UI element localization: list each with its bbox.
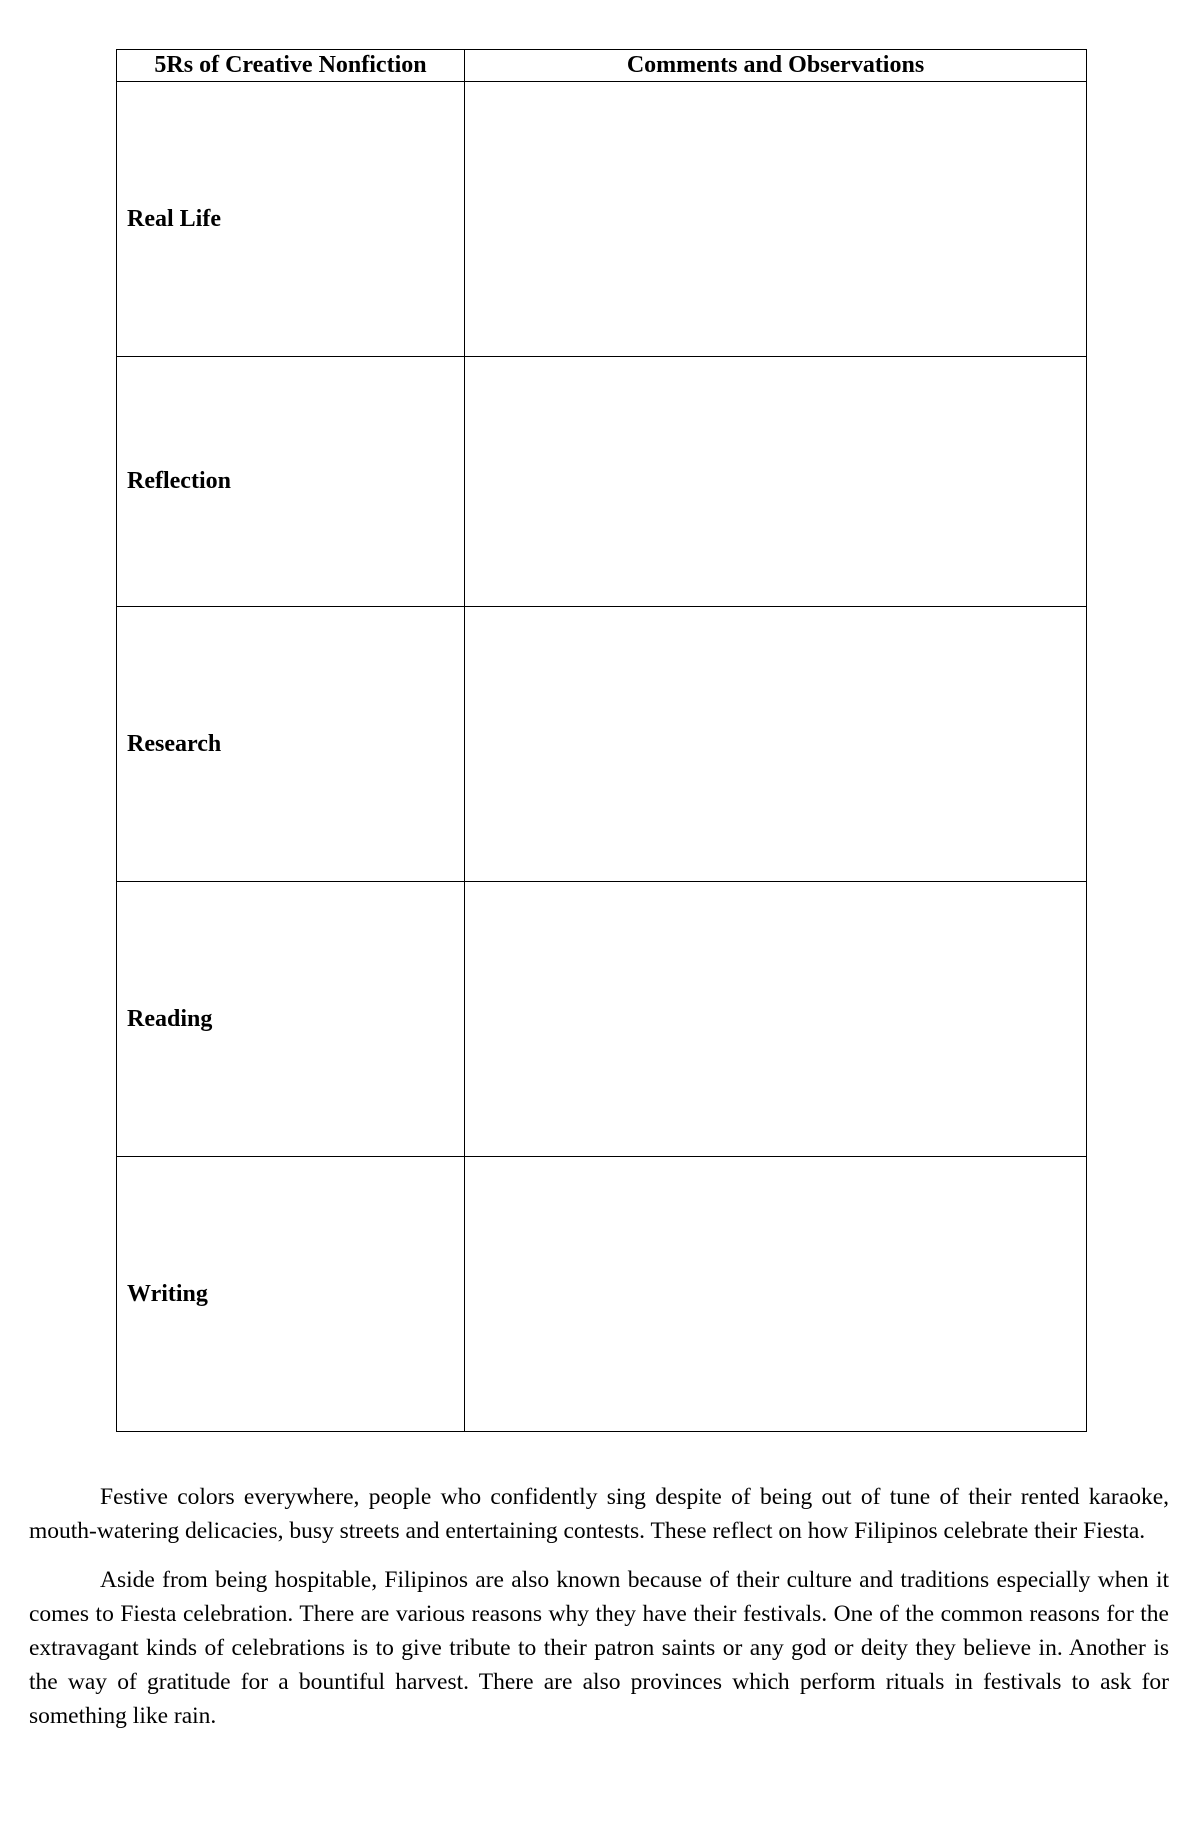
row-label-writing: Writing bbox=[117, 1157, 465, 1432]
comment-cell-real-life[interactable] bbox=[465, 82, 1087, 357]
row-label-research: Research bbox=[117, 607, 465, 882]
table-header-row bbox=[117, 50, 1087, 82]
table-row bbox=[117, 1157, 1087, 1432]
comment-cell-research[interactable] bbox=[465, 607, 1087, 882]
comment-cell-reading[interactable] bbox=[465, 882, 1087, 1157]
five-rs-table bbox=[116, 49, 1087, 1432]
row-label-reading: Reading bbox=[117, 882, 465, 1157]
comment-cell-writing[interactable] bbox=[465, 1157, 1087, 1432]
body-text bbox=[29, 1480, 1169, 1748]
table-row bbox=[117, 607, 1087, 882]
paragraph-fiesta-reasons: Aside from being hospitable, Filipinos are also known because of their culture and traditions especially when it comes to Fiesta celebration. There are various reasons why they have their festivals. One of the common reasons for the extravagant kinds of celebrations is to give tribute to their patron saints or any god or deity they believe in. Another is the way of gratitude for a bountiful harvest. There are also provinces which perform rituals in festivals to ask for something like rain. bbox=[29, 1567, 1169, 1729]
row-label-reflection: Reflection bbox=[117, 357, 465, 607]
table-row bbox=[117, 357, 1087, 607]
row-label-real-life: Real Life bbox=[117, 82, 465, 357]
comment-cell-reflection[interactable] bbox=[465, 357, 1087, 607]
table-row bbox=[117, 882, 1087, 1157]
header-5rs: 5Rs of Creative Nonfiction bbox=[117, 50, 465, 82]
paragraph-fiesta-intro: Festive colors everywhere, people who confidently sing despite of being out of tune of their rented karaoke, mouth-watering delicacies, busy streets and entertaining contests. These reflect on how Filipinos celebrate their Fiesta. bbox=[29, 1484, 1169, 1544]
header-comments: Comments and Observations bbox=[465, 50, 1087, 82]
table-row bbox=[117, 82, 1087, 357]
